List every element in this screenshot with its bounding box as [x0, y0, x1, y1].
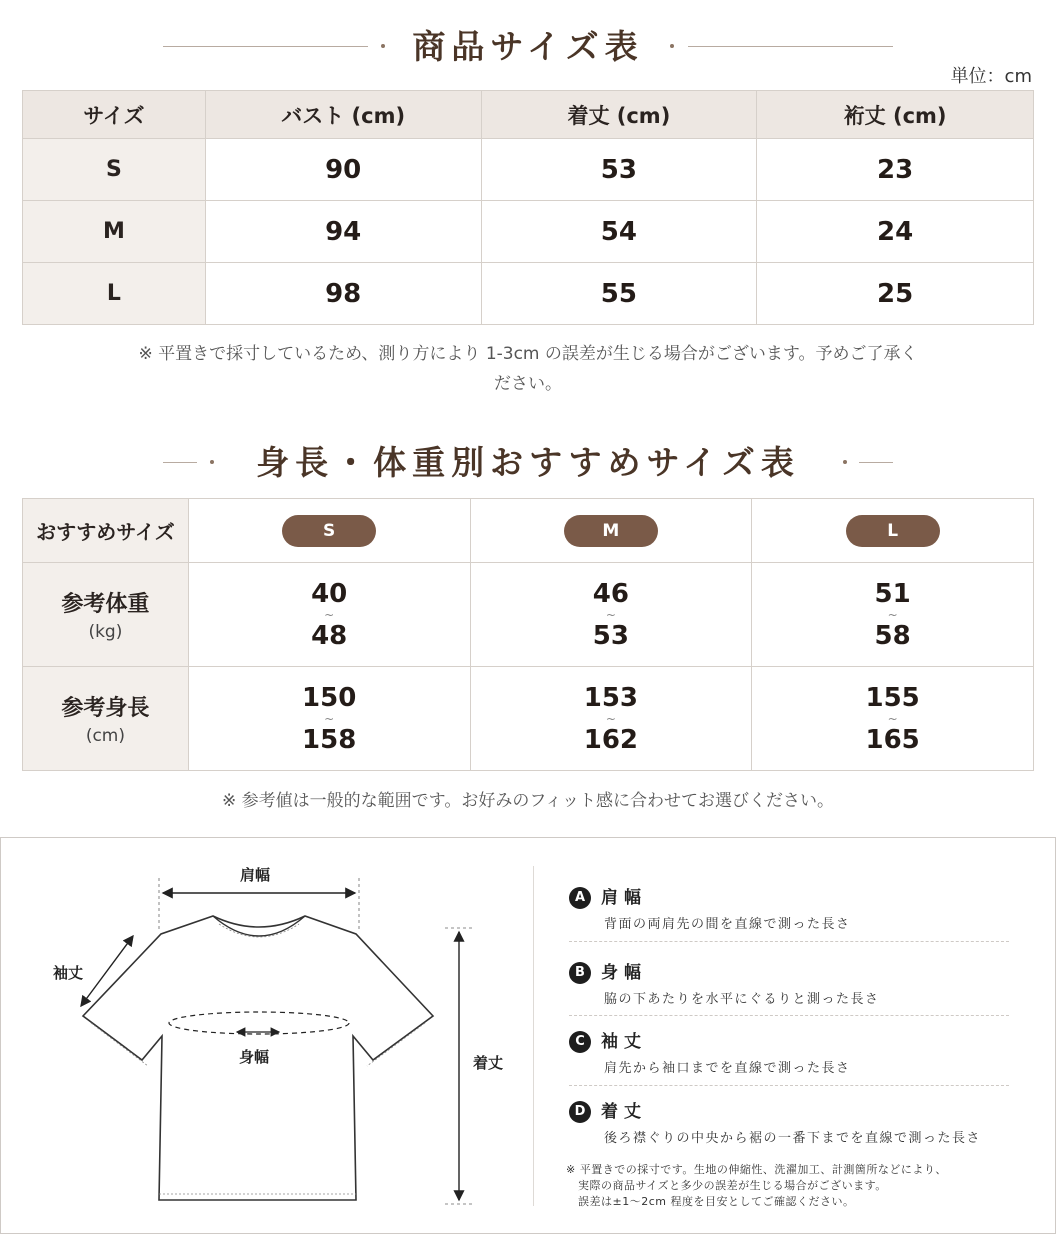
- height-range: [188, 667, 470, 771]
- cell-sleeve: 25: [757, 263, 1034, 325]
- cell-length: 55: [481, 263, 757, 325]
- measure-desc: 背面の両肩先の間を直線で測った長さ: [604, 917, 851, 932]
- size-note: [40, 339, 1016, 399]
- header-bust: バスト (cm): [205, 91, 481, 139]
- tshirt-diagram: [1, 838, 521, 1231]
- diagram-note-line: 実際の商品サイズと多少の誤差が生じる場合がございます。: [578, 1179, 887, 1192]
- measure-name: 着丈: [601, 1102, 647, 1122]
- recommend-note: ※ 参考値は一般的な範囲です。お好みのフィット感に合わせてお選びください。: [222, 791, 834, 811]
- measure-name: 肩幅: [601, 888, 647, 908]
- header-sleeve: 裄丈 (cm): [757, 91, 1034, 139]
- cell-length: 53: [481, 139, 757, 201]
- size-note-line1: ※ 平置きで採寸しているため、測り方により 1-3cm の誤差が生じる場合がございます。予めご了承く: [138, 344, 918, 364]
- range-min: 153: [583, 682, 639, 713]
- range-min: 150: [302, 682, 357, 713]
- weight-label-cell: [23, 563, 189, 667]
- measure-desc: 脇の下あたりを水平にぐるりと測った長さ: [604, 992, 880, 1007]
- measure-desc: 肩先から袖口までを直線で測った長さ: [604, 1061, 851, 1076]
- size-cell: [752, 499, 1034, 563]
- measure-name: 身幅: [601, 963, 647, 983]
- range-max: 53: [592, 620, 629, 651]
- cell-sleeve: 24: [757, 201, 1034, 263]
- cell-bust: 94: [205, 201, 481, 263]
- row-size: L: [23, 263, 206, 325]
- range-max: 158: [302, 724, 357, 755]
- range-tilde: ~: [887, 607, 898, 622]
- cell-sleeve: 23: [757, 139, 1034, 201]
- range-max: 58: [874, 620, 911, 651]
- recommend-size-label: おすすめサイズ: [23, 499, 189, 563]
- weight-range: [188, 563, 470, 667]
- table-row: [23, 139, 1034, 201]
- size-note-line2: ださい。: [494, 374, 562, 394]
- diagram-note: [566, 1162, 947, 1210]
- divider: [569, 1015, 1009, 1016]
- badge-d-icon: D: [569, 1101, 591, 1123]
- size-table-header: [23, 91, 1034, 139]
- weight-range: [752, 563, 1034, 667]
- measure-name: 袖丈: [601, 1032, 647, 1052]
- table-row: [23, 263, 1034, 325]
- row-size: S: [23, 139, 206, 201]
- label-length: 着丈: [473, 1054, 504, 1072]
- height-range: [470, 667, 752, 771]
- range-max: 48: [311, 620, 348, 651]
- table-row: [23, 201, 1034, 263]
- title-rule-right: [688, 46, 893, 47]
- weight-range: [470, 563, 752, 667]
- height-label: 参考身長: [61, 696, 150, 721]
- range-tilde: ~: [605, 607, 616, 622]
- measure-item-body: [569, 958, 647, 984]
- height-label-cell: [23, 667, 189, 771]
- divider: [569, 1085, 1009, 1086]
- size-pill-m: M: [564, 515, 658, 547]
- badge-a-icon: A: [569, 887, 591, 909]
- size-chart-title: 商品サイズ表: [412, 27, 644, 66]
- title-ornament: [843, 460, 847, 464]
- diagram-note-line: ※ 平置きでの採寸です。生地の伸縮性、洗濯加工、計測箇所などにより、: [566, 1163, 947, 1176]
- range-min: 155: [865, 682, 920, 713]
- badge-b-icon: B: [569, 962, 591, 984]
- size-pill-l: L: [846, 515, 940, 547]
- range-max: 165: [865, 724, 920, 755]
- measurement-panel: [0, 837, 1056, 1234]
- diagram-note-line: 誤差は±1～2cm 程度を目安としてご確認ください。: [578, 1195, 855, 1208]
- range-max: 162: [583, 724, 639, 755]
- recommend-chart-title: 身長・体重別おすすめサイズ表: [256, 443, 800, 482]
- divider: [569, 941, 1009, 942]
- height-unit: (cm): [85, 726, 125, 746]
- unit-label: 単位：cm: [950, 66, 1032, 87]
- weight-label: 参考体重: [61, 592, 150, 617]
- measure-item-length: [569, 1097, 647, 1123]
- range-tilde: ~: [605, 711, 616, 726]
- label-body: 身幅: [239, 1048, 270, 1066]
- size-cell: [470, 499, 752, 563]
- header-length: 着丈 (cm): [481, 91, 757, 139]
- height-row: [23, 667, 1034, 771]
- title-ornament: [670, 44, 674, 48]
- header-size: サイズ: [23, 91, 206, 139]
- measure-item-sleeve: [569, 1027, 647, 1053]
- range-tilde: ~: [324, 607, 335, 622]
- row-size: M: [23, 201, 206, 263]
- panel-divider: [533, 866, 534, 1206]
- size-cell: [188, 499, 470, 563]
- label-sleeve: 袖丈: [53, 964, 84, 982]
- range-tilde: ~: [324, 711, 335, 726]
- cell-length: 54: [481, 201, 757, 263]
- range-min: 46: [592, 578, 629, 609]
- badge-c-icon: C: [569, 1031, 591, 1053]
- cell-bust: 90: [205, 139, 481, 201]
- weight-unit: (kg): [88, 622, 123, 642]
- range-min: 40: [311, 578, 348, 609]
- size-table: [22, 90, 1034, 325]
- measure-desc: 後ろ襟ぐりの中央から裾の一番下までを直線で測った長さ: [604, 1131, 982, 1146]
- title-rule-right: [859, 462, 893, 463]
- label-shoulder: 肩幅: [240, 866, 271, 884]
- recommend-table: [22, 498, 1034, 771]
- height-range: [752, 667, 1034, 771]
- cell-bust: 98: [205, 263, 481, 325]
- size-pill-s: S: [282, 515, 376, 547]
- range-min: 51: [874, 578, 911, 609]
- range-tilde: ~: [887, 711, 898, 726]
- measure-item-shoulder: [569, 883, 647, 909]
- weight-row: [23, 563, 1034, 667]
- recommend-header-row: [23, 499, 1034, 563]
